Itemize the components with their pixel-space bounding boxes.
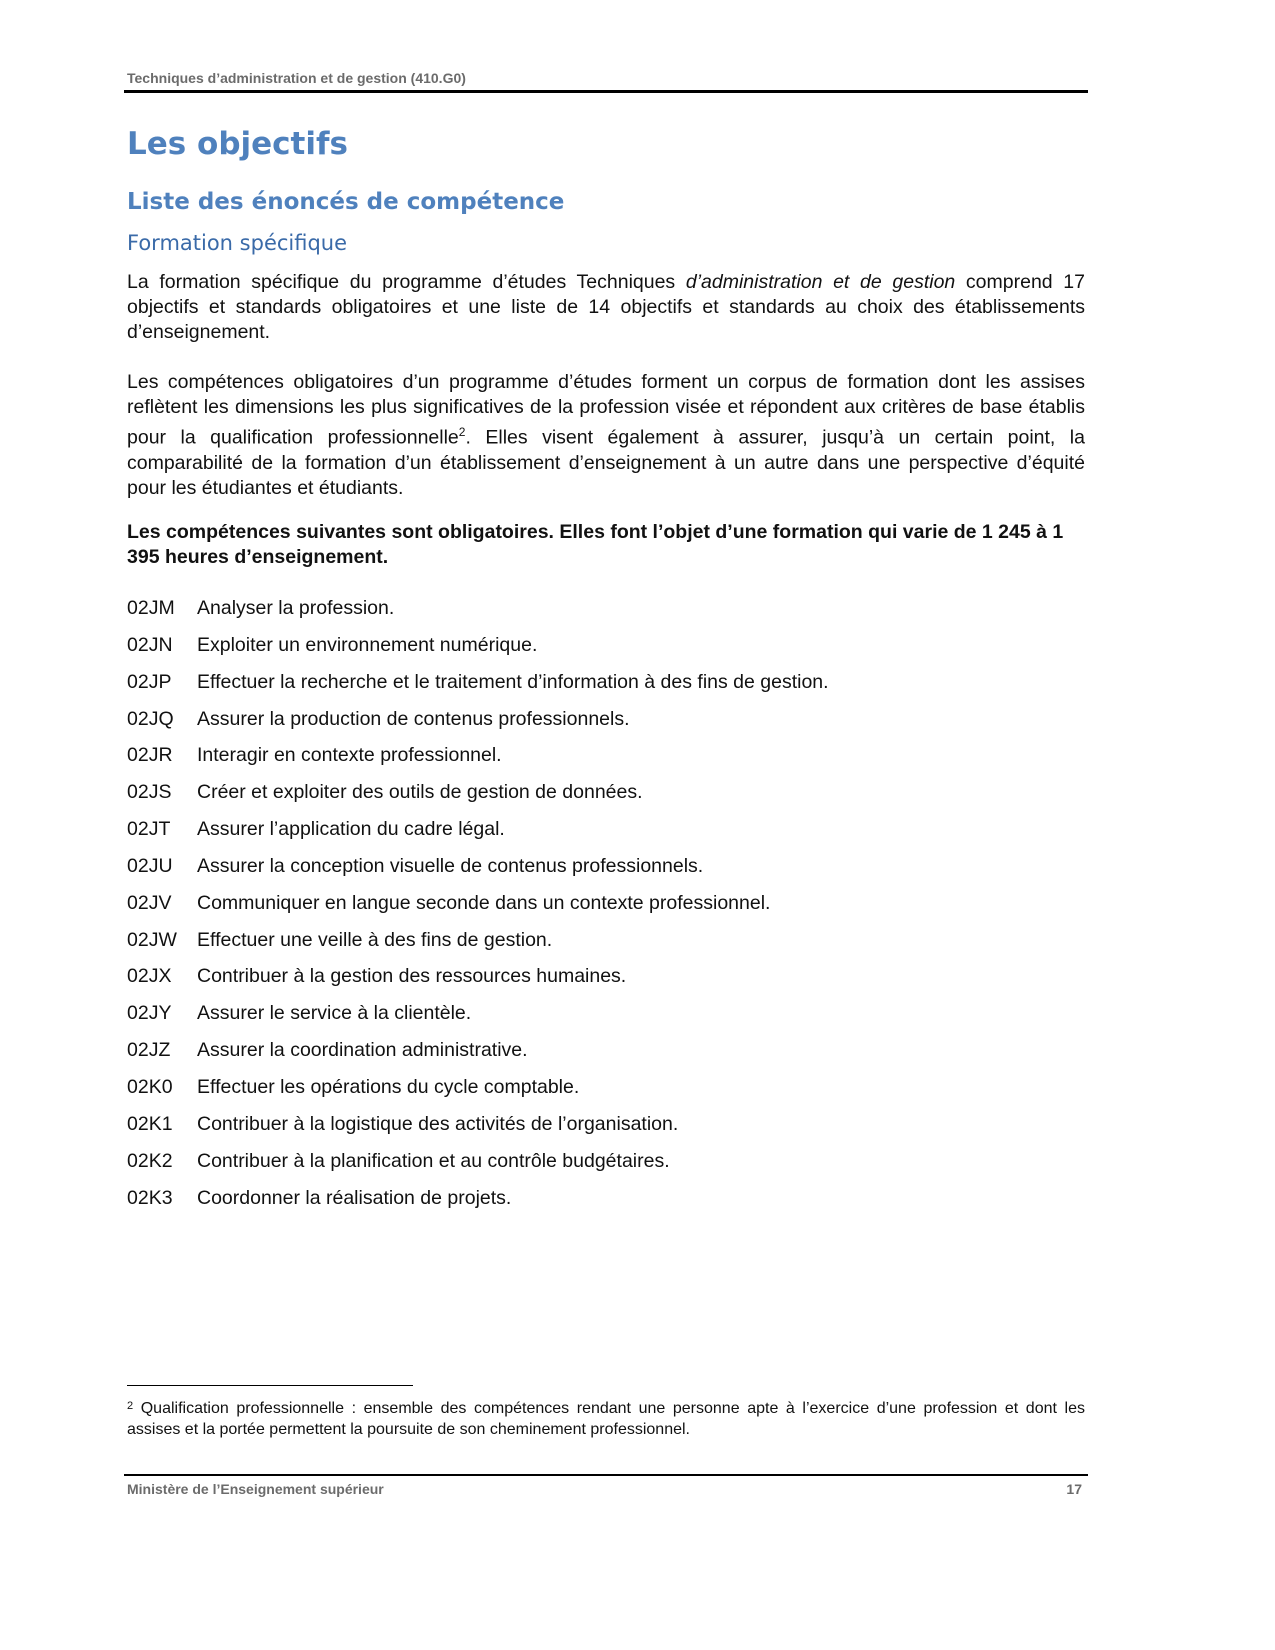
competence-item: [127, 705, 1085, 742]
mandatory-note: Les compétences suivantes sont obligatoires. Elles font l’objet d’une formation qui varie de 1 245 à 1 395 heures d’enseignement.: [127, 521, 1064, 568]
competence-list: [127, 594, 1085, 1220]
competence-item: [127, 1184, 1085, 1221]
footnote-text: Qualification professionnelle : ensemble des compétences rendant une personne apte à l’exercice d’une profession et dont les assises et la portée permettent la poursuite de son cheminement professionnel.: [127, 1400, 1085, 1438]
competence-item: [127, 926, 1085, 963]
competence-item: [127, 631, 1085, 668]
footnote-rule: [127, 1385, 413, 1386]
competence-item: [127, 889, 1085, 926]
competence-code: 02JM: [127, 597, 175, 619]
competence-item: [127, 741, 1085, 778]
competence-label: Assurer l’application du cadre légal.: [197, 818, 505, 841]
footer-ministry: Ministère de l’Enseignement supérieur: [127, 1481, 384, 1497]
competence-item: [127, 999, 1085, 1036]
competence-item: [127, 594, 1085, 631]
competence-label: Créer et exploiter des outils de gestion de données.: [197, 781, 643, 804]
intro-paragraph: [127, 270, 1085, 345]
competence-label: Assurer la production de contenus professionnels.: [197, 707, 630, 730]
competence-code: 02JN: [127, 633, 173, 656]
program-name: d’administration et de gestion: [685, 271, 956, 293]
competence-item: [127, 1147, 1085, 1184]
competence-label: Assurer la conception visuelle de contenus professionnels.: [197, 854, 704, 877]
competence-item: [127, 1110, 1085, 1147]
competence-code: 02JQ: [127, 707, 174, 730]
competence-code: 02JS: [127, 781, 172, 804]
competence-code: 02JR: [127, 744, 173, 767]
competence-item: [127, 852, 1085, 889]
competence-code: 02JZ: [127, 1039, 171, 1062]
footer-rule: [124, 1474, 1088, 1476]
competence-label: Exploiter un environnement numérique.: [197, 633, 538, 656]
subsection-heading: Formation spécifique: [127, 231, 348, 255]
competence-code: 02JY: [127, 1002, 172, 1025]
competence-label: Communiquer en langue seconde dans un contexte professionnel.: [197, 891, 771, 914]
competence-item: [127, 962, 1085, 999]
competence-item: [127, 668, 1085, 705]
competence-code: 02JX: [127, 965, 172, 988]
competence-label: Effectuer une veille à des fins de gestion.: [197, 928, 553, 951]
competence-label: Interagir en contexte professionnel.: [197, 744, 502, 767]
competences-paragraph: [127, 370, 1085, 501]
competence-label: Effectuer les opérations du cycle comptable.: [197, 1075, 580, 1098]
competence-label: Contribuer à la gestion des ressources humaines.: [197, 965, 627, 988]
competence-code: 02K0: [127, 1075, 173, 1098]
competence-code: 02JU: [127, 854, 173, 877]
competence-code: 02K1: [127, 1112, 173, 1135]
competence-label: Contribuer à la planification et au contrôle budgétaires.: [197, 1149, 670, 1172]
competence-item: [127, 1073, 1085, 1110]
competence-code: 02JV: [127, 891, 172, 914]
competence-item: [127, 1036, 1085, 1073]
competence-label: Analyser la profession.: [197, 597, 395, 619]
text: La formation spécifique du programme d’études Techniques: [127, 271, 686, 293]
text: . Elles visent également à assurer, jusqu’à un certain point, la comparabilité de la formation d’un établissement d’enseignement à un autre dans une perspective d’équité pour les étudiantes et étudiants.: [127, 426, 1085, 499]
competence-code: 02K3: [127, 1186, 173, 1209]
running-header: Techniques d’administration et de gestion (410.G0): [127, 70, 466, 86]
text: comprend 17 objectifs et standards obligatoires et une liste de 14 objectifs et standards au choix des établissements d’enseignement.: [127, 271, 1085, 343]
footnote-number: 2: [127, 1400, 134, 1412]
competence-code: 02K2: [127, 1149, 173, 1172]
competence-item: [127, 815, 1085, 852]
competence-code: 02JP: [127, 670, 172, 693]
page-number: 17: [1066, 1481, 1082, 1497]
text: Les compétences obligatoires d’un programme d’études forment un corpus de formation dont les assises reflètent les dimensions les plus significatives de la profession visée et répondent aux critères de base établis pour la qualification professionnelle: [127, 371, 1085, 449]
competence-label: Contribuer à la logistique des activités de l’organisation.: [197, 1112, 679, 1135]
competence-code: 02JT: [127, 818, 171, 841]
page-title: Les objectifs: [127, 126, 348, 162]
section-heading: Liste des énoncés de compétence: [127, 189, 565, 215]
competence-code: 02JW: [127, 928, 177, 951]
competence-item: [127, 778, 1085, 815]
competence-label: Assurer le service à la clientèle.: [197, 1002, 472, 1025]
competence-label: Effectuer la recherche et le traitement d’information à des fins de gestion.: [197, 670, 829, 693]
header-rule: [124, 90, 1088, 93]
footnote-reference[interactable]: 2: [458, 425, 466, 439]
footnote: [127, 1398, 1085, 1440]
competence-label: Coordonner la réalisation de projets.: [197, 1186, 512, 1209]
competence-label: Assurer la coordination administrative.: [197, 1039, 528, 1062]
